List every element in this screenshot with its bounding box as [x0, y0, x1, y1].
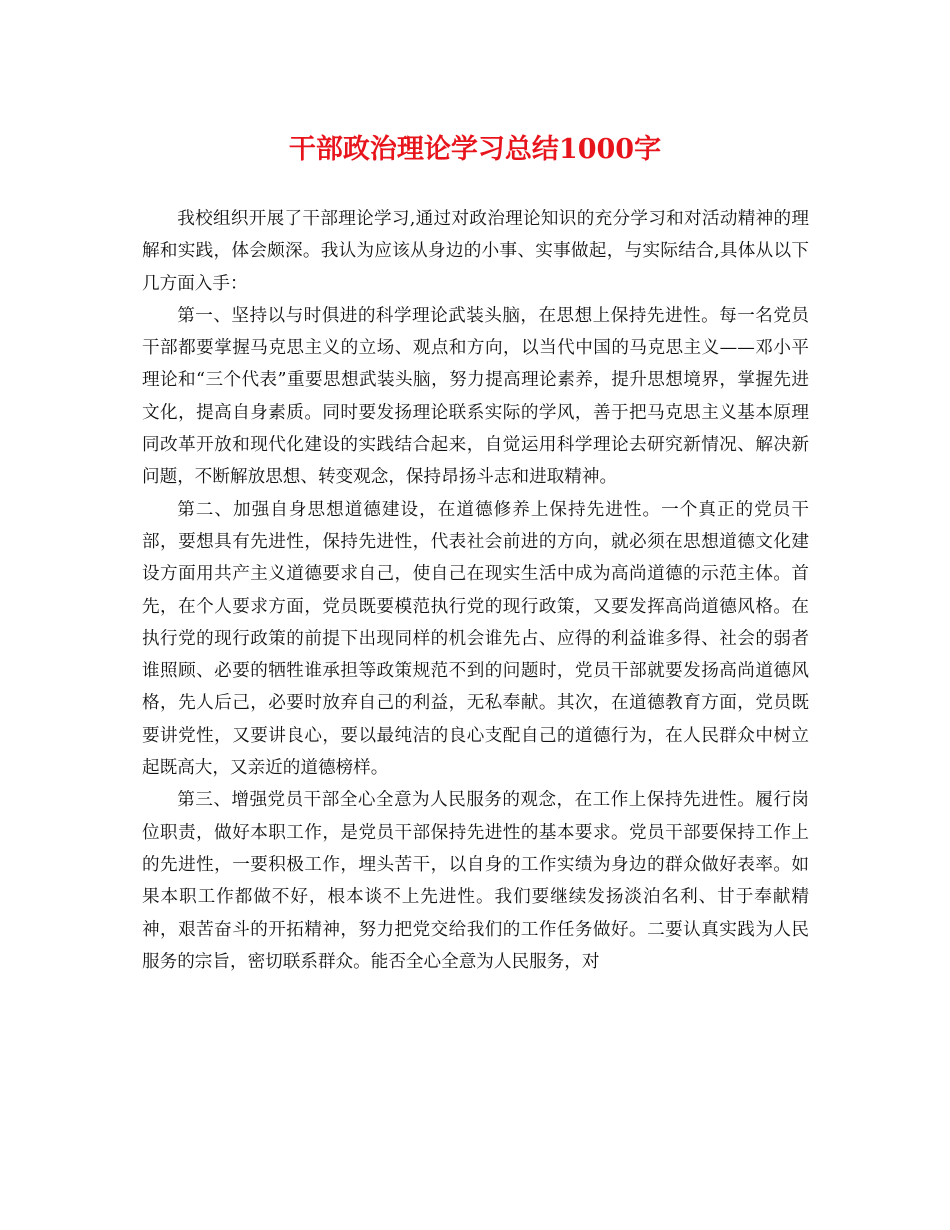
- document-title: 干部政治理论学习总结1000字: [288, 134, 662, 165]
- document-body: [142, 203, 809, 978]
- paragraph-first-point: 第一、坚持以与时俱进的科学理论武装头脑，在思想上保持先进性。每一名党员干部都要掌握马克思主义的立场、观点和方向，以当代中国的马克思主义——邓小平理论和“三个代表”重要思想武装头脑，努力提高理论素养，提升思想境界，掌握先进文化，提高自身素质。同时要发扬理论联系实际的学风，善于把马克思主义基本原理同改革开放和现代化建设的实践结合起来，自觉运用科学理论去研究新情况、解决新问题，不断解放思想、转变观念，保持昂扬斗志和进取精神。: [142, 305, 809, 488]
- paragraph-third-point: 第三、增强党员干部全心全意为人民服务的观念，在工作上保持先进性。履行岗位职责，做好本职工作，是党员干部保持先进性的基本要求。党员干部要保持工作上的先进性，一要积极工作，埋头苦干，以自身的工作实绩为身边的群众做好表率。如果本职工作都做不好，根本谈不上先进性。我们要继续发扬淡泊名利、甘于奉献精神，艰苦奋斗的开拓精神，努力把党交给我们的工作任务做好。二要认真实践为人民服务的宗旨，密切联系群众。能否全心全意为人民服务，对: [142, 790, 809, 972]
- paragraph-second-point: 第二、加强自身思想道德建设，在道德修养上保持先进性。一个真正的党员干部，要想具有先进性，保持先进性，代表社会前进的方向，就必须在思想道德文化建设方面用共产主义道德要求自己，使自己在现实生活中成为高尚道德的示范主体。首先，在个人要求方面，党员既要模范执行党的现行政策，又要发挥高尚道德风格。在执行党的现行政策的前提下出现同样的机会谁先占、应得的利益谁多得、社会的弱者谁照顾、必要的牺牲谁承担等政策规范不到的问题时，党员干部就要发扬高尚道德风格，先人后己，必要时放弃自己的利益，无私奉献。其次，在道德教育方面，党员既要讲党性，又要讲良心，要以最纯洁的良心支配自己的道德行为，在人民群众中树立起既高大，又亲近的道德榜样。: [142, 499, 809, 779]
- paragraph-intro: 我校组织开展了干部理论学习,通过对政治理论知识的充分学习和对活动精神的理解和实践，体会颇深。我认为应该从身边的小事、实事做起，与实际结合,具体从以下几方面入手：: [142, 209, 809, 294]
